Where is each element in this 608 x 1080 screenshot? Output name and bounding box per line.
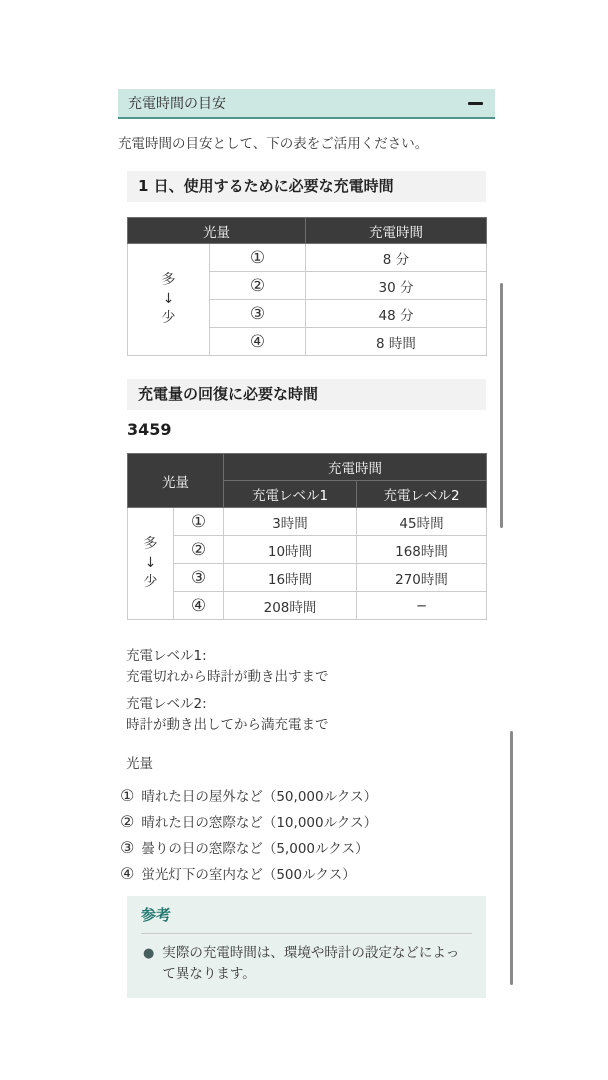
light-levels-title: 光量 [126,756,153,772]
recovery-time-table [127,453,487,620]
accordion-header-charging-time[interactable] [118,89,495,119]
level1-value: 208時間 [224,592,357,620]
level-mark: ③ [174,564,224,592]
definition-level2 [126,694,495,736]
daily-charge-table [127,217,487,356]
charge-time-value: 30 分 [306,272,487,300]
reference-note-item [141,943,472,985]
definition-term: 充電レベル2: [126,696,207,712]
scale-high: 多 [161,272,176,288]
charging-guide-panel [118,89,495,998]
list-item [120,860,495,886]
circled-4-icon: ④ [120,863,135,883]
definition-desc: 充電切れから時計が動き出すまで [126,669,329,685]
scale-high: 多 [143,536,158,552]
intro-text: 充電時間の目安として、下の表をご活用ください。 [118,136,429,152]
table-row [128,508,487,536]
table-row [128,536,487,564]
section-title-daily-charge: 1 日、使用するために必要な充電時間 [127,171,486,202]
level-mark: ② [210,272,306,300]
col-header-charge-time: 充電時間 [224,454,487,481]
level-mark: ④ [210,328,306,356]
list-item-text: 蛍光灯下の室内など（500ルクス） [141,867,356,883]
list-item [120,834,495,860]
col-header-level2: 充電レベル2 [357,481,487,508]
model-number: 3459 [127,420,172,439]
level2-value: 270時間 [357,564,487,592]
col-header-light: 光量 [128,454,224,508]
definition-level1 [126,646,495,688]
arrow-down-icon: ↓ [162,291,175,307]
table-header-row [128,218,487,244]
light-scale-cell [128,508,174,620]
level1-value: 16時間 [224,564,357,592]
table-row [128,564,487,592]
arrow-down-icon: ↓ [144,555,157,571]
level-mark: ② [174,536,224,564]
col-header-charge-time: 充電時間 [306,218,487,244]
charge-time-value: 48 分 [306,300,487,328]
light-levels-list [120,782,495,886]
table-header-row [128,454,487,481]
charge-time-value: 8 分 [306,244,487,272]
table-row [128,244,487,272]
divider [141,933,472,934]
level1-value: 3時間 [224,508,357,536]
light-scale-cell [128,244,210,356]
col-header-level1: 充電レベル1 [224,481,357,508]
accordion-title: 充電時間の目安 [128,96,226,112]
list-item [120,808,495,834]
circled-1-icon: ① [120,785,135,805]
level-mark: ① [210,244,306,272]
table-row [128,592,487,620]
inner-scrollbar-thumb[interactable] [500,283,503,528]
reference-note-text: 実際の充電時間は、環境や時計の設定などによって異なります。 [162,945,460,982]
level-mark: ① [174,508,224,536]
circled-2-icon: ② [120,811,135,831]
scale-low: 少 [161,310,176,326]
definition-desc: 時計が動き出してから満充電まで [126,717,329,733]
level2-value: 168時間 [357,536,487,564]
list-item-text: 晴れた日の窓際など（10,000ルクス） [141,815,378,831]
level2-value: − [357,592,487,620]
list-item-text: 曇りの日の窓際など（5,000ルクス） [141,841,369,857]
definition-term: 充電レベル1: [126,648,207,664]
reference-note-box [127,896,486,998]
section-title-recovery-time: 充電量の回復に必要な時間 [127,379,486,410]
charge-level-definitions [126,646,495,736]
list-item [120,782,495,808]
charge-time-value: 8 時間 [306,328,487,356]
reference-note-title: 参考 [141,906,172,924]
level1-value: 10時間 [224,536,357,564]
col-header-light: 光量 [128,218,306,244]
page-scrollbar-thumb[interactable] [510,731,513,985]
level-mark: ④ [174,592,224,620]
list-item-text: 晴れた日の屋外など（50,000ルクス） [141,789,378,805]
bullet-dot-icon: ● [143,946,155,961]
level2-value: 45時間 [357,508,487,536]
scale-low: 少 [143,574,158,590]
collapse-minus-icon[interactable] [468,102,483,105]
circled-3-icon: ③ [120,837,135,857]
level-mark: ③ [210,300,306,328]
